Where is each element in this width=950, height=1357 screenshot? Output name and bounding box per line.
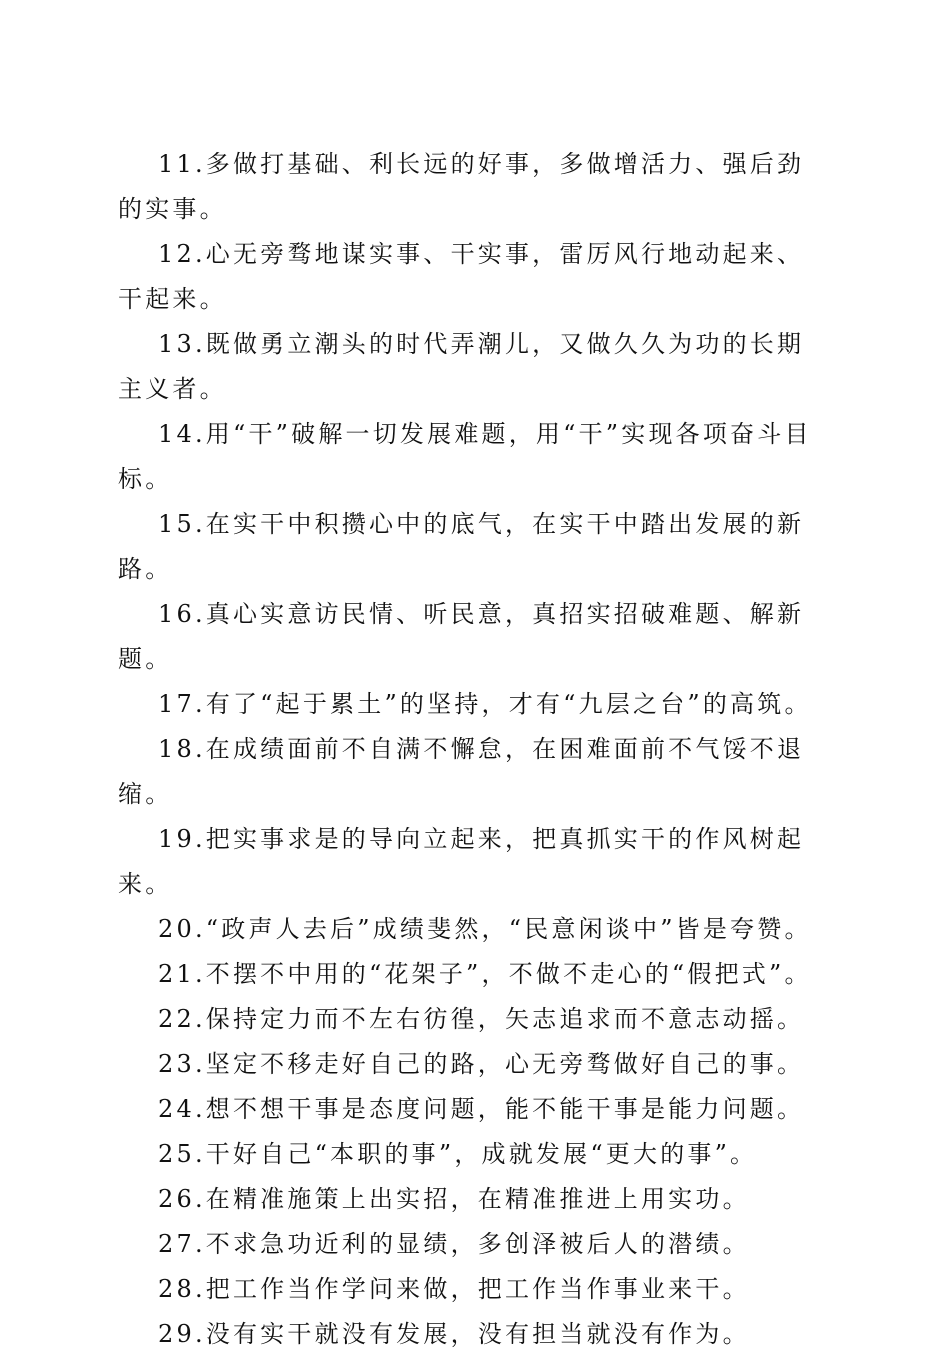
item-text: “政声人去后”成绩斐然，“民意闲谈中”皆是夸赞。 xyxy=(205,915,812,943)
item-text: 把实事求是的导向立起来，把真抓实干的作风树起来。 xyxy=(118,825,805,898)
item-text: 心无旁骛地谋实事、干实事，雷厉风行地动起来、干起来。 xyxy=(118,240,805,313)
list-item xyxy=(118,997,830,1042)
list-item xyxy=(118,1087,830,1132)
list-item xyxy=(118,1132,830,1177)
list-item xyxy=(118,907,830,952)
item-text: 有了“起于累土”的坚持，才有“九层之台”的高筑。 xyxy=(205,690,812,718)
item-text: 真心实意访民情、听民意，真招实招破难题、解新题。 xyxy=(118,600,805,673)
document-body xyxy=(118,142,830,1357)
item-number: 18. xyxy=(158,735,206,763)
list-item xyxy=(118,1177,830,1222)
item-number: 22. xyxy=(158,1005,206,1033)
item-number: 14. xyxy=(158,420,206,448)
item-number: 27. xyxy=(158,1230,206,1258)
list-item xyxy=(118,682,830,727)
list-item xyxy=(118,232,830,322)
item-number: 12. xyxy=(158,240,206,268)
item-number: 16. xyxy=(158,600,206,628)
item-number: 25. xyxy=(158,1140,206,1168)
item-text: 用“干”破解一切发展难题，用“干”实现各项奋斗目标。 xyxy=(118,420,812,493)
list-item xyxy=(118,1222,830,1267)
list-item xyxy=(118,1042,830,1087)
item-number: 15. xyxy=(158,510,206,538)
item-text: 在精准施策上出实招，在精准推进上用实功。 xyxy=(205,1185,750,1213)
item-text: 没有实干就没有发展，没有担当就没有作为。 xyxy=(205,1320,750,1348)
item-text: 坚定不移走好自己的路，心无旁骛做好自己的事。 xyxy=(205,1050,805,1078)
item-text: 多做打基础、利长远的好事，多做增活力、强后劲的实事。 xyxy=(118,150,805,223)
list-item xyxy=(118,502,830,592)
item-number: 23. xyxy=(158,1050,206,1078)
item-number: 21. xyxy=(158,960,206,988)
item-text: 干好自己“本职的事”，成就发展“更大的事”。 xyxy=(205,1140,758,1168)
item-number: 24. xyxy=(158,1095,206,1123)
item-text: 在实干中积攒心中的底气，在实干中踏出发展的新路。 xyxy=(118,510,805,583)
item-number: 17. xyxy=(158,690,206,718)
item-text: 不摆不中用的“花架子”，不做不走心的“假把式”。 xyxy=(205,960,812,988)
list-item xyxy=(118,1312,830,1357)
item-number: 26. xyxy=(158,1185,206,1213)
item-number: 11. xyxy=(158,150,206,178)
list-item xyxy=(118,592,830,682)
item-text: 把工作当作学问来做，把工作当作事业来干。 xyxy=(205,1275,750,1303)
list-item xyxy=(118,1267,830,1312)
list-item xyxy=(118,142,830,232)
list-item xyxy=(118,412,830,502)
item-text: 不求急功近利的显绩，多创泽被后人的潜绩。 xyxy=(205,1230,750,1258)
item-text: 保持定力而不左右彷徨，矢志追求而不意志动摇。 xyxy=(205,1005,805,1033)
list-item xyxy=(118,727,830,817)
item-number: 13. xyxy=(158,330,206,358)
item-text: 在成绩面前不自满不懈怠，在困难面前不气馁不退缩。 xyxy=(118,735,805,808)
item-text: 想不想干事是态度问题，能不能干事是能力问题。 xyxy=(205,1095,805,1123)
item-number: 20. xyxy=(158,915,206,943)
list-item xyxy=(118,817,830,907)
list-item xyxy=(118,322,830,412)
item-number: 28. xyxy=(158,1275,206,1303)
item-text: 既做勇立潮头的时代弄潮儿，又做久久为功的长期主义者。 xyxy=(118,330,805,403)
item-number: 19. xyxy=(158,825,206,853)
item-number: 29. xyxy=(158,1320,206,1348)
list-item xyxy=(118,952,830,997)
